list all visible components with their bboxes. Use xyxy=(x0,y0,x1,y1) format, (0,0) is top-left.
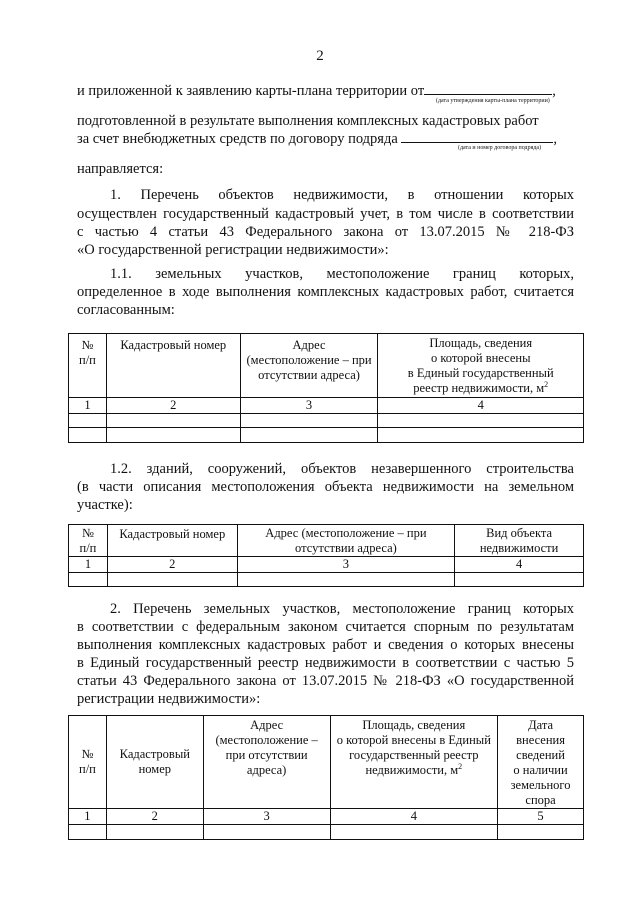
table-header-row xyxy=(69,525,584,557)
intro-line-1-text: и приложенной к заявлению карты-плана территории от xyxy=(77,83,425,99)
header-object-type xyxy=(455,525,584,557)
header-cadastral xyxy=(107,525,237,557)
header-number xyxy=(69,716,107,809)
empty-cell xyxy=(237,573,455,587)
superscript: 2 xyxy=(544,379,549,389)
empty-cell xyxy=(106,414,240,428)
column-number: 4 xyxy=(378,398,584,414)
section1-line-1: 1. Перечень объектов недвижимости, в отношении которых xyxy=(110,187,574,203)
header-number xyxy=(69,525,108,557)
header-text: Кадастровый xyxy=(119,747,190,761)
empty-cell xyxy=(378,414,584,428)
section2-line-3: выполнения комплексных кадастровых работ и сведения о которых внесены xyxy=(77,637,574,653)
header-text: Площадь, сведения xyxy=(429,336,533,350)
column-number: 1 xyxy=(69,398,107,414)
section1-line-2: осуществлен государственный кадастровый учет, в том числе в соответствии xyxy=(77,206,574,222)
empty-cell xyxy=(240,414,378,428)
header-text: недвижимости xyxy=(479,540,559,555)
section11-line-2: определенное в ходе выполнения комплексных кадастровых работ, считается xyxy=(77,284,574,300)
header-text: п/п xyxy=(79,540,97,555)
intro-line-3-text: за счет внебюджетных средств по договору подряда xyxy=(77,131,398,147)
header-text xyxy=(380,381,581,396)
header-area xyxy=(330,716,498,809)
header-text-part: недвижимости, м xyxy=(365,763,459,777)
header-area xyxy=(378,334,584,398)
header-text: п/п xyxy=(79,353,96,367)
table-row xyxy=(69,414,584,428)
header-text: земельного xyxy=(510,778,571,792)
column-number: 2 xyxy=(107,557,237,573)
date-blank xyxy=(424,82,552,95)
column-number: 4 xyxy=(330,809,498,825)
section12-line-2: (в части описания местоположения объекта недвижимости на земельном xyxy=(77,479,574,495)
header-text: Площадь, сведения xyxy=(362,718,466,732)
empty-cell xyxy=(498,825,584,840)
intro-line-3-comma: , xyxy=(553,131,558,147)
header-text: № xyxy=(81,525,94,540)
superscript: 2 xyxy=(458,761,463,771)
header-text-part: реестр недвижимости, м xyxy=(413,381,545,395)
intro-line-2: подготовленной в результате выполнения комплексных кадастровых работ xyxy=(77,113,539,129)
section12-line-1: 1.2. зданий, сооружений, объектов незавершенного строительства xyxy=(110,461,574,477)
column-number: 4 xyxy=(455,557,584,573)
empty-cell xyxy=(69,428,107,443)
header-address xyxy=(203,716,330,809)
header-text: Адрес (местоположение – при xyxy=(265,525,427,540)
page-number: 2 xyxy=(316,48,324,64)
header-text: Кадастровый номер xyxy=(120,338,227,352)
column-number: 5 xyxy=(498,809,584,825)
table-number-row xyxy=(69,809,584,825)
header-cadastral xyxy=(106,716,203,809)
header-text: о которой внесены xyxy=(430,351,531,365)
header-number xyxy=(69,334,107,398)
header-text: (местоположение – при xyxy=(246,353,372,367)
section2-line-5: статьи 43 Федерального закона от 13.07.2015 № 218-ФЗ «О государственной xyxy=(77,673,574,689)
section2-line-4: в Единый государственный реестр недвижимости в соответствии с частью 5 xyxy=(77,655,574,671)
column-number: 1 xyxy=(69,557,108,573)
header-text: Вид объекта xyxy=(486,525,553,540)
empty-cell xyxy=(330,825,498,840)
table-number-row xyxy=(69,398,584,414)
section2-line-6: регистрации недвижимости»: xyxy=(77,691,261,707)
column-number: 1 xyxy=(69,809,107,825)
column-number: 2 xyxy=(106,809,203,825)
empty-cell xyxy=(69,825,107,840)
table-number-row xyxy=(69,557,584,573)
header-text: Дата xyxy=(528,718,553,732)
note-plan-date: (дата утверждения карты-плана территории) xyxy=(436,98,550,104)
header-text: № xyxy=(81,747,94,761)
intro-line-4: направляется: xyxy=(77,161,164,177)
table-row xyxy=(69,573,584,587)
empty-cell xyxy=(69,414,107,428)
empty-cell xyxy=(455,573,584,587)
empty-cell xyxy=(69,573,108,587)
table-land-plots xyxy=(68,333,584,443)
header-text: отсутствии адреса) xyxy=(258,368,360,382)
column-number: 3 xyxy=(237,557,455,573)
header-text: Адрес xyxy=(250,718,284,732)
header-text: о которой внесены в Единый xyxy=(336,733,491,747)
header-text: сведений xyxy=(516,748,565,762)
section1-line-3: с частью 4 статьи 43 Федерального закона от 13.07.2015 № 218-ФЗ xyxy=(77,224,574,240)
empty-cell xyxy=(107,573,237,587)
header-text: Кадастровый номер xyxy=(119,527,226,541)
table-disputed-plots xyxy=(68,715,584,840)
table-row xyxy=(69,825,584,840)
section1-line-4: «О государственной регистрации недвижимости»: xyxy=(77,242,389,258)
note-contract: (дата и номер договора подряда) xyxy=(458,145,542,151)
section11-line-3: согласованным: xyxy=(77,302,175,318)
intro-line-1-comma: , xyxy=(552,83,556,99)
header-address xyxy=(240,334,378,398)
column-number: 3 xyxy=(203,809,330,825)
header-cadastral xyxy=(106,334,240,398)
table-row xyxy=(69,428,584,443)
header-dispute-date xyxy=(498,716,584,809)
header-text: (местоположение – xyxy=(215,733,318,747)
empty-cell xyxy=(240,428,378,443)
column-number: 2 xyxy=(106,398,240,414)
header-address xyxy=(237,525,455,557)
empty-cell xyxy=(378,428,584,443)
header-text: спора xyxy=(525,793,556,807)
table-header-row xyxy=(69,334,584,398)
empty-cell xyxy=(106,428,240,443)
section2-line-1: 2. Перечень земельных участков, местоположение границ которых xyxy=(110,601,574,617)
header-text: в Единый государственный xyxy=(407,366,554,380)
header-text xyxy=(333,763,496,778)
header-text: № xyxy=(81,338,94,352)
empty-cell xyxy=(106,825,203,840)
header-text: о наличии xyxy=(513,763,568,777)
header-text: внесения xyxy=(516,733,565,747)
section11-line-1: 1.1. земельных участков, местоположение границ которых, xyxy=(110,266,574,282)
section2-line-2: в соответствии с федеральным законом считается спорным по результатам xyxy=(77,619,574,635)
table-header-row xyxy=(69,716,584,809)
header-text: адреса) xyxy=(246,763,287,777)
section12-line-3: участке): xyxy=(77,497,133,513)
header-text: отсутствии адреса) xyxy=(295,540,397,555)
header-text: номер xyxy=(138,762,171,776)
header-text: п/п xyxy=(79,762,96,776)
table-buildings xyxy=(68,524,584,587)
empty-cell xyxy=(203,825,330,840)
header-text: при отсутствии xyxy=(225,748,308,762)
header-text: государственный реестр xyxy=(349,748,479,762)
contract-blank xyxy=(401,130,553,143)
header-text: Адрес xyxy=(292,338,326,352)
column-number: 3 xyxy=(240,398,378,414)
